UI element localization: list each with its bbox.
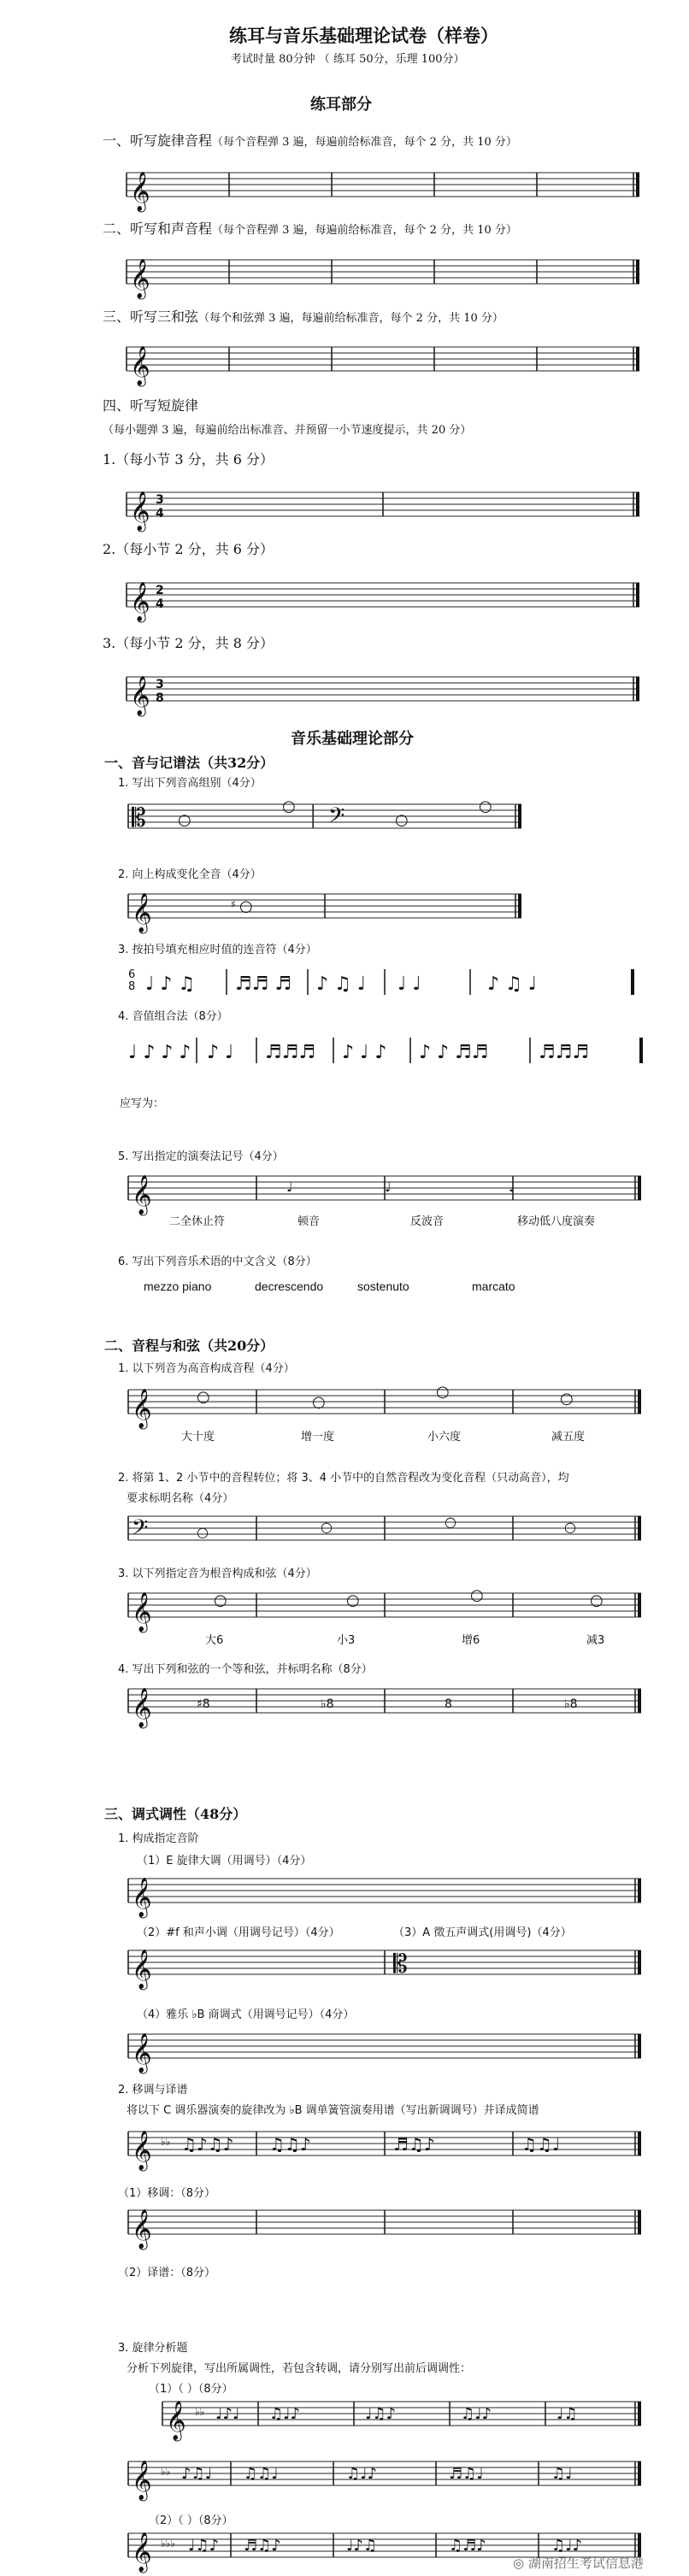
rhythm-notes: ♬♬♬ bbox=[265, 1042, 316, 1063]
rhythm-notes: ♩ ♪ ♪ ♪ bbox=[128, 1042, 191, 1063]
theory-s2-4-staff bbox=[128, 1684, 641, 1735]
treble-clef-icon: 𝄞 bbox=[130, 259, 150, 298]
theory-s3-3a-staff1 bbox=[162, 2397, 641, 2448]
quarter-note: ♩ bbox=[286, 1179, 293, 1195]
rhythm-notes: ♪ ♩ ♪ bbox=[342, 1042, 387, 1063]
s2-1-label-2: 增一度 bbox=[301, 1431, 335, 1444]
melody-notes: ♬♫♪ bbox=[393, 2134, 435, 2155]
treble-clef-icon: 𝄞 bbox=[132, 1175, 152, 1214]
ear-m1-staff bbox=[127, 487, 639, 538]
whole-note: ○ bbox=[590, 1591, 604, 1609]
key-signature: ♭♭ bbox=[195, 2406, 205, 2418]
rhythm-notes: ♩ ♪ ♫ bbox=[145, 973, 196, 995]
whole-note: ○ bbox=[436, 1383, 450, 1401]
theory-s1-4-rhythm bbox=[128, 1032, 658, 1070]
exam-title: 练耳与音乐基础理论试卷（样卷） bbox=[229, 25, 498, 46]
treble-clef-icon: 𝄞 bbox=[130, 172, 150, 211]
theory-s3-1b: （2）#f 和声小调（用调号记号）（4分） bbox=[137, 1926, 340, 1939]
melody-notes: ♫♫♩ bbox=[244, 2465, 279, 2483]
ear-q4: 四、听写短旋律 bbox=[103, 397, 199, 414]
theory-s1-6: 6. 写出下列音乐术语的中文含义（8分） bbox=[118, 1256, 317, 1268]
whole-note: ○ bbox=[312, 1393, 326, 1411]
rhythm-notes: ♪ ♫ ♩ bbox=[487, 973, 538, 995]
ear-m1: 1.（每小节 3 分，共 6 分） bbox=[103, 451, 274, 468]
theory-s3-1a: （1）E 旋律大调（用调号）（4分） bbox=[137, 1855, 312, 1867]
s1-5-label-1: 二全休止符 bbox=[169, 1215, 226, 1228]
ear-q1-staff bbox=[127, 168, 639, 219]
time-signature-bottom: 4 bbox=[156, 597, 164, 611]
time-signature-bottom: 8 bbox=[156, 691, 164, 705]
whole-note: ○ bbox=[395, 811, 409, 829]
whole-note: ○ bbox=[282, 797, 296, 815]
treble-clef-icon: 𝄞 bbox=[130, 491, 150, 531]
melody-notes: ♫♩♪ bbox=[346, 2465, 378, 2483]
theory-s1-2: 2. 向上构成变化全音（4分） bbox=[118, 868, 262, 881]
time-signature-top: 3 bbox=[156, 678, 164, 691]
time-signature-top: 3 bbox=[156, 493, 164, 507]
chord: 8 bbox=[445, 1697, 452, 1711]
theory-s3-1d: （4）雅乐 ♭B 商调式（用调号记号）（4分） bbox=[137, 2008, 355, 2021]
melody-notes: ♩♪♩ bbox=[215, 2405, 240, 2423]
theory-s2-2: 2. 将第 1、2 小节中的音程转位；将 3、4 小节中的自然音程改为变化音程（只动高音），均 bbox=[118, 1472, 569, 1485]
treble-clef-icon: 𝄞 bbox=[132, 893, 152, 932]
s2-3-label-3: 增6 bbox=[462, 1634, 480, 1647]
treble-clef-icon: 𝄞 bbox=[132, 2131, 152, 2170]
treble-clef-icon: 𝄞 bbox=[132, 1592, 152, 1632]
ear-q4-note: （每小题弹 3 遍，每遍前给出标准音、并预留一小节速度提示，共 20 分） bbox=[103, 424, 472, 437]
melody-notes: ♫♩♪ bbox=[551, 2537, 583, 2555]
ear-m3-staff bbox=[127, 672, 639, 723]
s2-1-label-1: 大十度 bbox=[181, 1431, 215, 1444]
time-signature-top: 2 bbox=[156, 584, 164, 597]
theory-s1-1-staff bbox=[128, 799, 521, 850]
theory-s3-3: 3. 旋律分析题 bbox=[118, 2342, 188, 2355]
treble-clef-icon: 𝄞 bbox=[132, 2209, 152, 2249]
chord: ♭8 bbox=[321, 1697, 334, 1711]
whole-note: ○ bbox=[321, 1519, 333, 1535]
theory-s3-2-melody bbox=[128, 2126, 641, 2178]
term-2: decrescendo bbox=[255, 1279, 324, 1293]
melody-notes: ♫♫♩ bbox=[521, 2134, 561, 2155]
whole-note: ○ bbox=[178, 811, 191, 829]
theory-s1-1: 1. 写出下列音高组别（4分） bbox=[118, 777, 262, 790]
ear-q3: 三、听写三和弦（每个和弦弹 3 遍，每遍前给标准音，每个 2 分，共 10 分） bbox=[103, 309, 504, 325]
theory-s3-1b-staff bbox=[128, 1945, 641, 1997]
theory-heading: 音乐基础理论部分 bbox=[291, 730, 414, 748]
theory-s1-3-rhythm bbox=[128, 964, 641, 1002]
ear-heading: 练耳部分 bbox=[310, 96, 372, 114]
wechat-icon: ◎ bbox=[513, 2555, 528, 2571]
theory-s3-1: 1. 构成指定音阶 bbox=[118, 1832, 199, 1845]
treble-clef-icon: 𝄞 bbox=[130, 676, 150, 715]
theory-s1-5: 5. 写出指定的演奏法记号（4分） bbox=[118, 1150, 284, 1163]
ear-q1: 一、听写旋律音程（每个音程弹 3 遍，每遍前给标准音，每个 2 分，共 10 分） bbox=[103, 132, 517, 149]
key-signature: ♭♭♭ bbox=[161, 2538, 175, 2550]
chord: ♭8 bbox=[564, 1697, 578, 1711]
key-signature: ♭♭ bbox=[161, 2466, 171, 2478]
quarter-note: ♩ bbox=[509, 1179, 515, 1195]
treble-clef-icon: 𝄞 bbox=[132, 1688, 152, 1727]
whole-note: ○ bbox=[239, 897, 253, 915]
theory-s3-3b: （2）（ ）（8分） bbox=[149, 2514, 233, 2527]
treble-clef-icon: 𝄞 bbox=[132, 1878, 152, 1917]
s2-1-label-3: 小六度 bbox=[427, 1431, 462, 1444]
s2-1-label-4: 减五度 bbox=[551, 1431, 586, 1444]
rhythm-notes: ♬♬ ♬ bbox=[235, 973, 292, 995]
ear-m2: 2.（每小节 2 分，共 6 分） bbox=[103, 541, 274, 557]
treble-clef-icon: 𝄞 bbox=[130, 582, 150, 621]
treble-clef-icon: 𝄞 bbox=[132, 2532, 152, 2572]
theory-s3-1d-staff bbox=[128, 2029, 641, 2080]
whole-note: ○ bbox=[470, 1586, 484, 1604]
treble-clef-icon: 𝄞 bbox=[130, 346, 150, 385]
treble-clef-icon: 𝄞 bbox=[132, 2461, 152, 2500]
theory-s3-3a: （1）（ ）（8分） bbox=[149, 2383, 233, 2396]
melody-notes: ♫♪♫♪ bbox=[181, 2134, 234, 2155]
key-signature: ♭♭ bbox=[161, 2136, 171, 2148]
treble-clef-icon: 𝄞 bbox=[132, 2033, 152, 2073]
theory-s3-2: 2. 移调与译谱 bbox=[118, 2084, 188, 2097]
rhythm-notes: ♩ ♩ bbox=[398, 973, 421, 995]
melody-notes: ♫♫♪ bbox=[269, 2134, 311, 2155]
s2-3-label-1: 大6 bbox=[205, 1634, 224, 1647]
ear-q2: 二、听写和声音程（每个音程弹 3 遍，每遍前给标准音，每个 2 分，共 10 分） bbox=[103, 221, 517, 237]
treble-clef-icon: 𝄞 bbox=[166, 2401, 186, 2440]
ear-m3: 3.（每小节 2 分，共 8 分） bbox=[103, 635, 274, 651]
whole-note: ○ bbox=[214, 1591, 227, 1609]
melody-notes: ♬♫♪ bbox=[244, 2537, 281, 2555]
time-sig: 6 bbox=[128, 968, 136, 981]
melody-notes: ♫♩♪ bbox=[461, 2405, 492, 2423]
exam-subtitle: 考试时量 80分钟 （ 练耳 50分，乐理 100分） bbox=[231, 53, 465, 66]
whole-note: ○ bbox=[479, 797, 492, 815]
theory-s2: 二、音程与和弦（共20分） bbox=[104, 1338, 274, 1354]
theory-s1: 一、音与记谱法（共32分） bbox=[104, 755, 274, 771]
quarter-note: ♩ bbox=[385, 1179, 392, 1195]
watermark: ◎ 湖南招生考试信息港 bbox=[513, 2555, 644, 2571]
whole-note: ○ bbox=[197, 1388, 210, 1406]
theory-s1-2-staff bbox=[128, 889, 521, 940]
ear-m2-staff bbox=[127, 578, 639, 629]
melody-notes: ♫♩♪ bbox=[269, 2405, 301, 2423]
melody-notes: ♩♫♪ bbox=[365, 2405, 397, 2423]
s1-5-label-3: 反波音 bbox=[410, 1215, 445, 1228]
s2-3-label-2: 小3 bbox=[337, 1634, 356, 1647]
theory-s3-2b: （2）译谱：（8分） bbox=[118, 2267, 216, 2279]
whole-note: ○ bbox=[346, 1591, 360, 1609]
term-3: sostenuto bbox=[357, 1279, 409, 1293]
theory-s2-2-staff bbox=[128, 1511, 641, 1562]
rhythm-notes: ♬♬♬ bbox=[539, 1042, 590, 1063]
whole-note: ○ bbox=[560, 1390, 574, 1408]
bass-clef-icon: 𝄢 bbox=[132, 1515, 149, 1545]
rhythm-notes: ♪ ♩ bbox=[207, 1042, 234, 1063]
theory-s3-3a-staff2 bbox=[128, 2456, 641, 2508]
alto-clef-icon: 𝄡 bbox=[393, 1950, 408, 1979]
theory-s3: 三、调式调性（48分） bbox=[104, 1806, 247, 1822]
whole-note: ○ bbox=[564, 1519, 576, 1535]
treble-clef-icon: 𝄞 bbox=[132, 1950, 152, 1989]
chord: ♯8 bbox=[197, 1697, 210, 1711]
melody-notes: ♩♫ bbox=[556, 2405, 578, 2423]
rhythm-notes: ♪ ♪ ♬♬ bbox=[419, 1042, 489, 1063]
melody-notes: ♩♫♪ bbox=[188, 2537, 220, 2555]
whole-note: ○ bbox=[197, 1524, 209, 1540]
ear-q3-staff bbox=[127, 342, 639, 393]
time-sig: 8 bbox=[128, 980, 136, 993]
s1-5-label-2: 顿音 bbox=[297, 1215, 321, 1228]
theory-s2-3: 3. 以下列指定音为根音构成和弦（4分） bbox=[118, 1567, 317, 1580]
whole-note: ○ bbox=[445, 1514, 456, 1530]
theory-s3-1a-staff bbox=[128, 1873, 641, 1925]
theory-s2-2b: 要求标明名称（4分） bbox=[127, 1492, 234, 1505]
term-4: marcato bbox=[472, 1279, 515, 1293]
bass-clef-icon: 𝄢 bbox=[328, 803, 345, 833]
theory-s3-3-desc: 分析下列旋律，写出所属调性，若包含转调，请分别写出前后调调性： bbox=[127, 2362, 472, 2375]
sharp-icon: ♯ bbox=[231, 898, 236, 910]
theory-s1-4: 4. 音值组合法（8分） bbox=[118, 1010, 228, 1023]
theory-s2-4: 4. 写出下列和弦的一个等和弦，并标明名称（8分） bbox=[118, 1663, 373, 1676]
theory-s3-1c: （3）A 徵五声调式(用调号)（4分） bbox=[393, 1926, 572, 1939]
theory-s3-2a-staff bbox=[128, 2205, 641, 2256]
theory-s3-2-desc: 将以下 C 调乐器演奏的旋律改为 ♭B 调单簧管演奏用谱（写出新调调号）并译成简谱 bbox=[127, 2104, 539, 2117]
melody-notes: ♪♫♩ bbox=[181, 2465, 213, 2483]
s1-5-label-4: 移动低八度演奏 bbox=[517, 1215, 596, 1228]
melody-notes: ♫♬♪ bbox=[449, 2537, 486, 2555]
theory-s2-1: 1. 以下列音为高音构成音程（4分） bbox=[118, 1362, 295, 1375]
theory-s1-answer: 应写为： bbox=[120, 1097, 165, 1110]
time-signature-bottom: 4 bbox=[156, 507, 164, 520]
alto-clef-icon: 𝄡 bbox=[132, 803, 146, 833]
theory-s3-2a: （1）移调：（8分） bbox=[118, 2187, 216, 2200]
rhythm-notes: ♪ ♫ ♩ bbox=[316, 973, 367, 995]
ear-q2-staff bbox=[127, 255, 639, 306]
melody-notes: ♩♪♫ bbox=[346, 2537, 378, 2555]
melody-notes: ♫♩ bbox=[551, 2465, 573, 2483]
term-1: mezzo piano bbox=[144, 1279, 212, 1293]
melody-notes: ♬♫♩ bbox=[449, 2465, 484, 2483]
treble-clef-icon: 𝄞 bbox=[132, 1389, 152, 1428]
theory-s1-3: 3. 按拍号填充相应时值的连音符（4分） bbox=[118, 944, 317, 956]
s2-3-label-4: 减3 bbox=[586, 1634, 605, 1647]
